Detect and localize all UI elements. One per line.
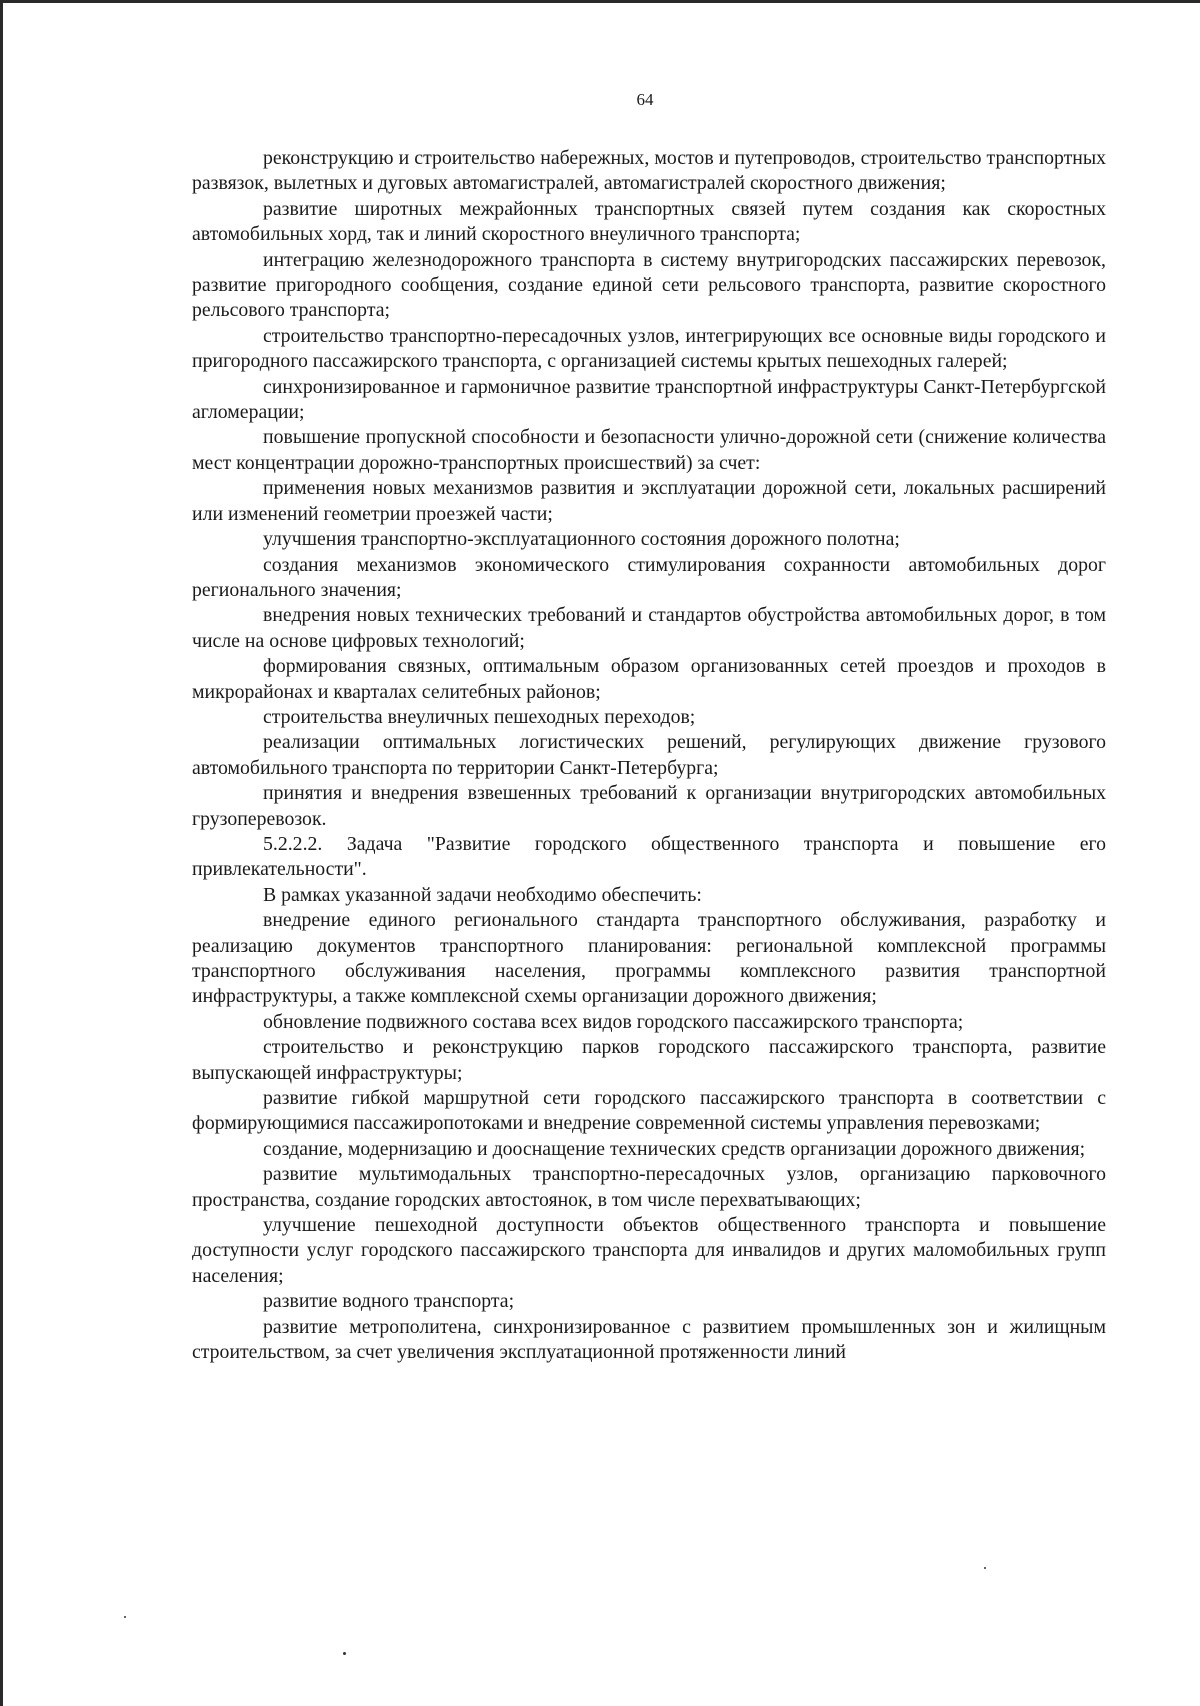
paragraph: формирования связных, оптимальным образом организованных сетей проездов и проходов в микрорайонах и кварталах селитебных районов; (192, 655, 1106, 703)
paragraph: синхронизированное и гармоничное развитие транспортной инфраструктуры Санкт-Петербургской агломерации; (192, 375, 1106, 424)
paragraph: внедрения новых технических требований и стандартов обустройства автомобильных дорог, в том числе на основе цифровых технологий; (192, 604, 1106, 652)
paragraph: принятия и внедрения взвешенных требований к организации внутригородских автомобильных грузоперевозок. (192, 782, 1106, 830)
scan-top-border (0, 0, 1200, 3)
paragraph: применения новых механизмов развития и эксплуатации дорожной сети, локальных расширений или изменений геометрии проезжей части; (192, 477, 1106, 525)
paragraph: интеграцию железнодорожного транспорта в систему внутригородских пассажирских перевозок, развитие пригородного сообщения, создание единой сети рельсового транспорта, развитие скоростного рельсового транспорта; (192, 248, 1106, 322)
scan-speck (343, 1652, 346, 1655)
scan-speck (124, 1616, 126, 1618)
paragraph: развитие широтных межрайонных транспортных связей путем создания как скоростных автомобильных хорд, так и линий скоростного внеуличного транспорта; (192, 197, 1106, 246)
section-heading-5-2-2-2: 5.2.2.2. Задача "Развитие городского общественного транспорта и повышение его привлекательности". (192, 832, 1106, 881)
paragraph: строительства внеуличных пешеходных переходов; (263, 705, 696, 728)
scan-speck (984, 1567, 986, 1569)
paragraph: строительство и реконструкцию парков городского пассажирского транспорта, развитие выпускающей инфраструктуры; (192, 1036, 1106, 1084)
paragraph: развитие метрополитена, синхронизированное с развитием промышленных зон и жилищным строительством, за счет увеличения эксплуатационной протяженности линий (192, 1315, 1106, 1364)
paragraph: создания механизмов экономического стимулирования сохранности автомобильных дорог регионального значения; (192, 553, 1106, 601)
paragraph: развитие водного транспорта; (263, 1290, 515, 1313)
paragraph: строительство транспортно-пересадочных узлов, интегрирующих все основные виды городского и пригородного пассажирского транспорта, с организацией системы крытых пешеходных галерей; (192, 324, 1106, 373)
paragraph: развитие мультимодальных транспортно-пересадочных узлов, организацию парковочного пространства, создание городских автостоянок, в том числе перехватывающих; (192, 1163, 1106, 1211)
paragraph: улучшение пешеходной доступности объектов общественного транспорта и повышение доступности услуг городского пассажирского транспорта для инвалидов и других маломобильных групп населения; (192, 1214, 1106, 1287)
paragraph: повышение пропускной способности и безопасности улично-дорожной сети (снижение количества мест концентрации дорожно-транспортных происшествий) за счет: (192, 426, 1106, 474)
scan-left-border (0, 0, 3, 1706)
paragraph: создание, модернизацию и дооснащение технических средств организации дорожного движения; (263, 1137, 1086, 1160)
page-number: 64 (636, 90, 654, 109)
paragraph: реконструкцию и строительство набережных, мостов и путепроводов, строительство транспортных развязок, вылетных и дуговых автомагистралей, автомагистралей скоростного движения; (192, 147, 1106, 195)
paragraph: развитие гибкой маршрутной сети городского пассажирского транспорта в соответствии с формирующимися пассажиропотоками и внедрение современной системы управления перевозками; (192, 1087, 1106, 1135)
paragraph: реализации оптимальных логистических решений, регулирующих движение грузового автомобильного транспорта по территории Санкт-Петербурга; (192, 731, 1106, 779)
paragraph: внедрение единого регионального стандарта транспортного обслуживания, разработку и реализацию документов транспортного планирования: региональной комплексной программы транспортного обслуживания населения, программы комплексного развития транспортной инфраструктуры, а также комплексной схемы организации дорожного движения; (192, 909, 1106, 1008)
paragraph: В рамках указанной задачи необходимо обеспечить: (263, 883, 702, 906)
document-body (192, 146, 1106, 1366)
paragraph: обновление подвижного состава всех видов городского пассажирского транспорта; (263, 1010, 964, 1033)
paragraph: улучшения транспортно-эксплуатационного состояния дорожного полотна; (263, 528, 900, 551)
